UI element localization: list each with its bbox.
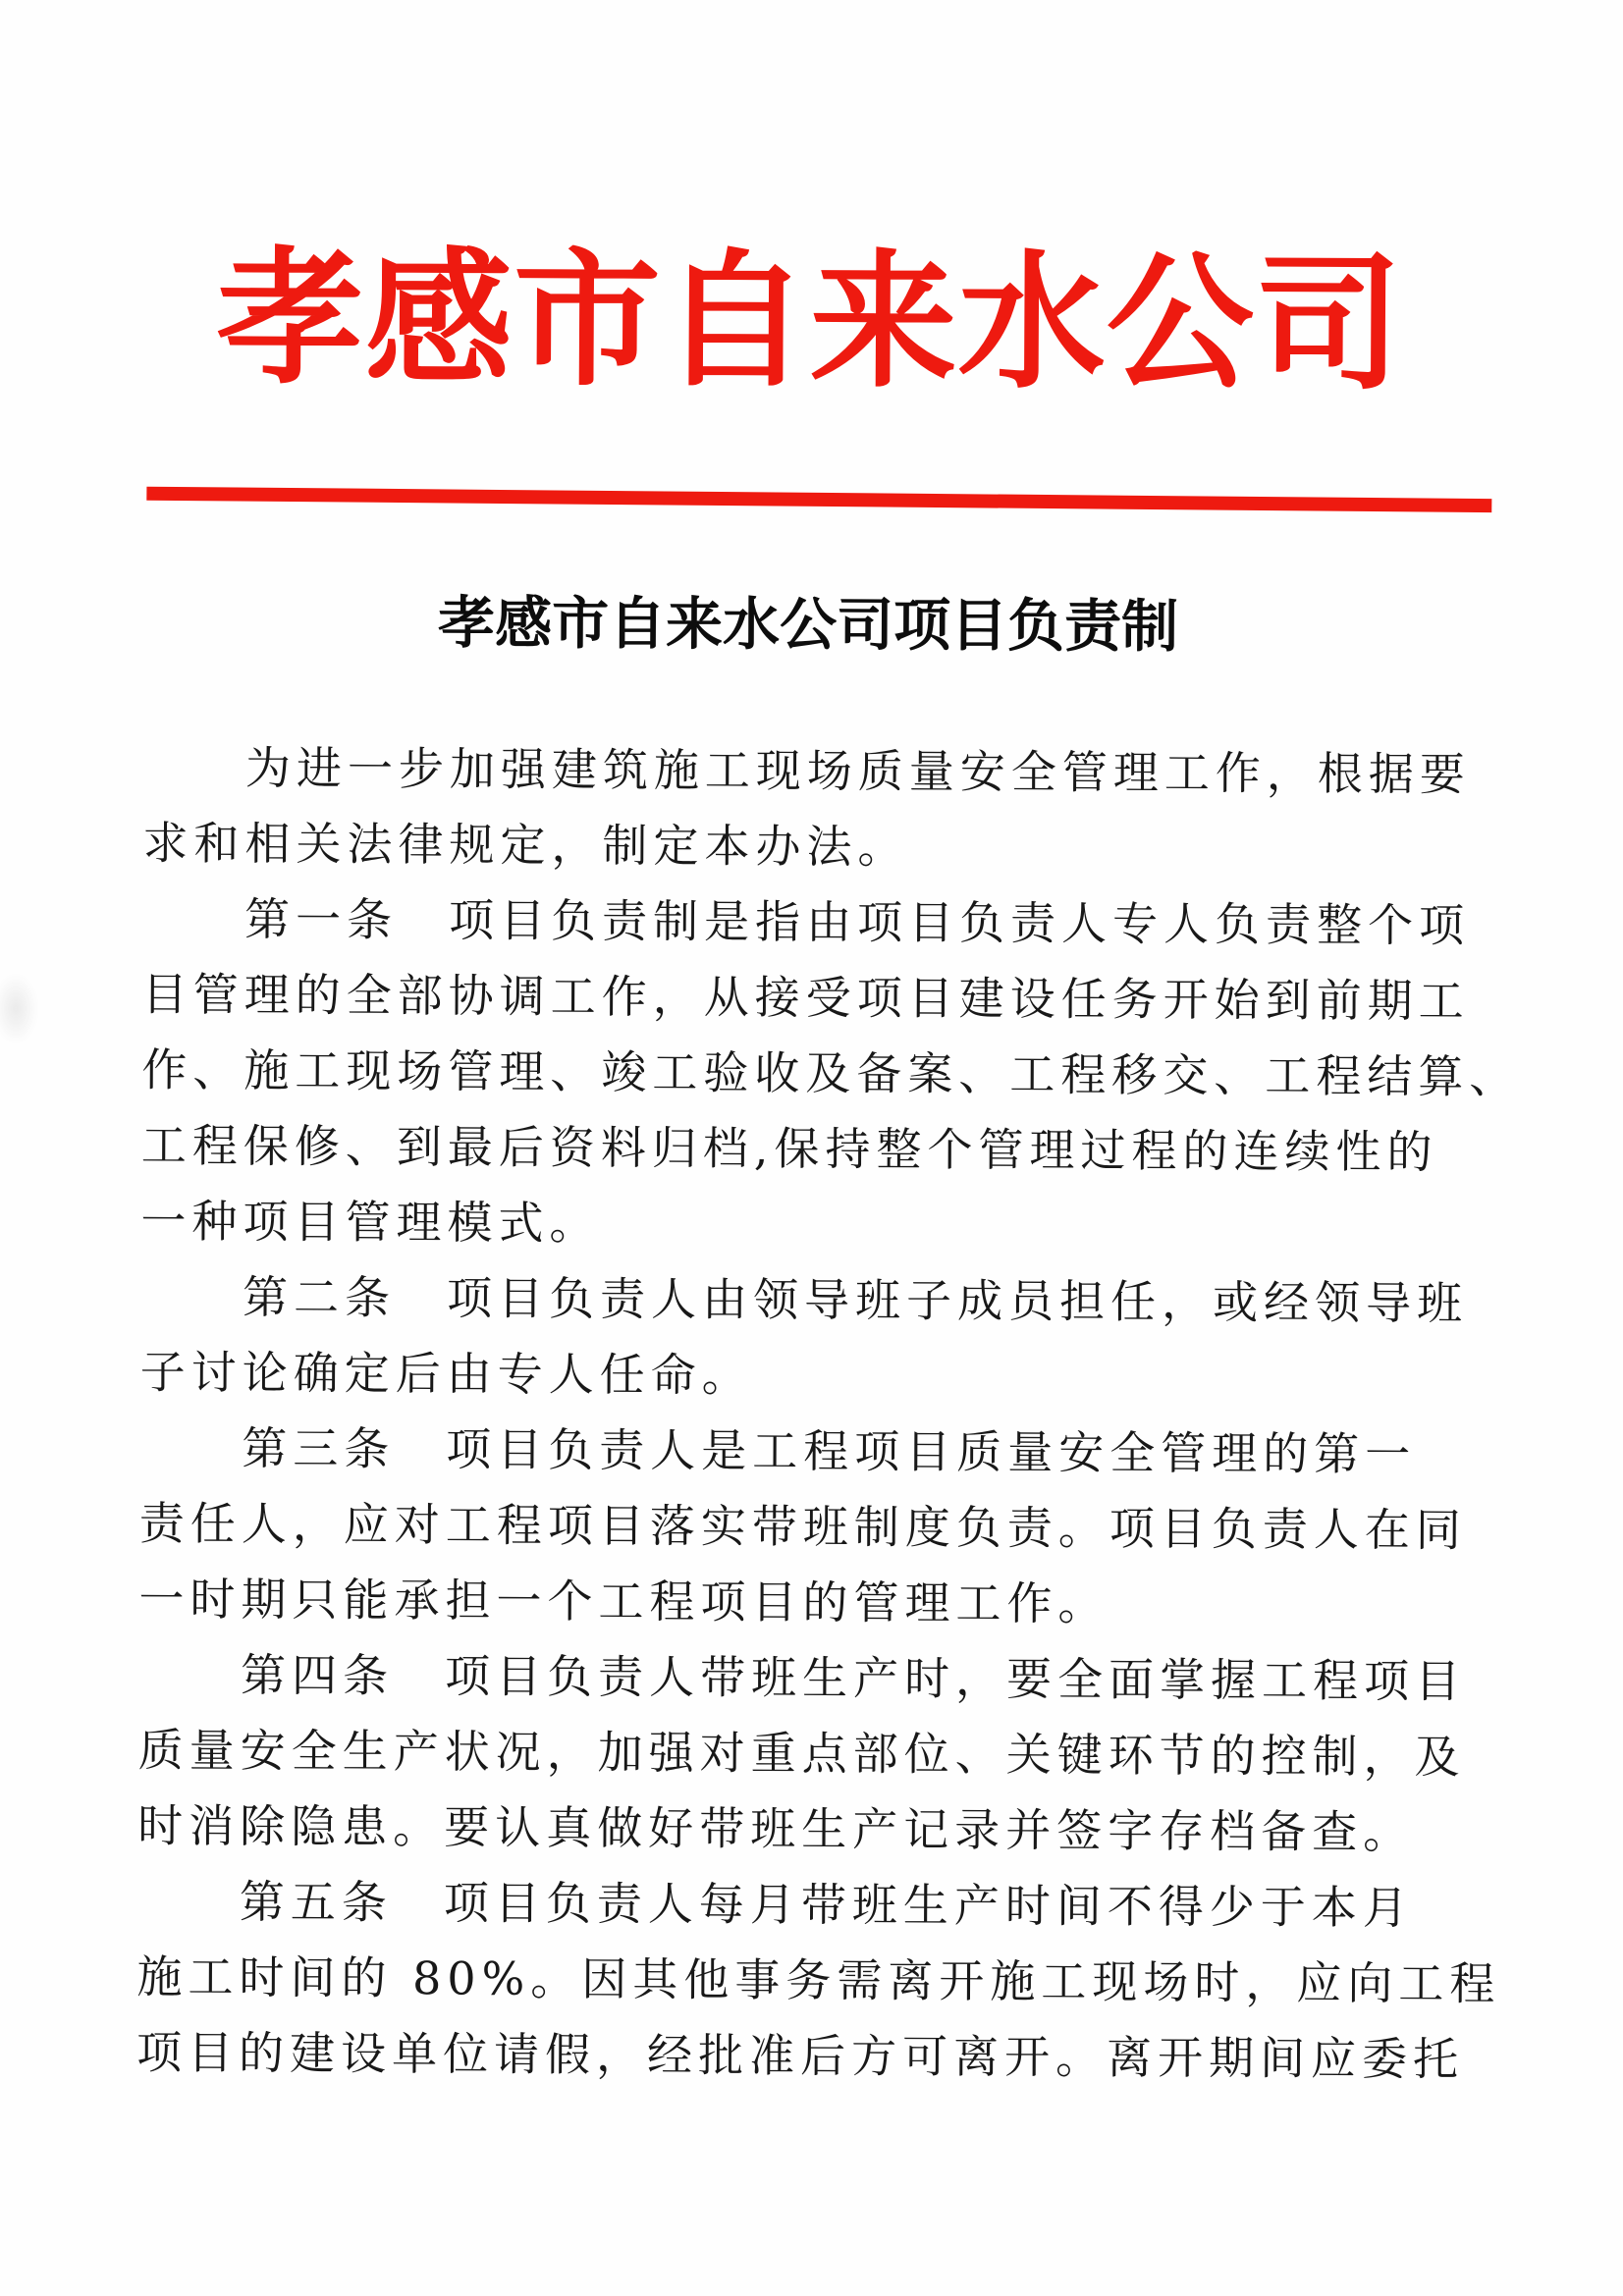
body-text-line: 第四条 项目负责人带班生产时，要全面掌握工程项目 [137,1647,1467,1708]
body-text-line: 一时期只能承担一个工程项目的管理工作。 [138,1572,1109,1630]
body-text-line: 作、施工现场管理、竣工验收及备案、工程移交、工程结算、 [141,1042,1521,1104]
body-text-line: 求和相关法律规定，制定本办法。 [142,816,909,874]
scan-smudge-artifact [0,962,45,1055]
body-text-line: 项目的建设单位请假，经批准后方可离开。离开期间应委托 [135,2025,1465,2086]
body-text-line: 第五条 项目负责人每月带班生产时间不得少于本月 [136,1874,1414,1935]
body-text-line: 第一条 项目负责制是指由项目负责人专人负责整个项 [141,891,1471,952]
body-text-line: 一种项目管理模式。 [140,1194,601,1251]
body-text-line: 质量安全生产状况，加强对重点部位、关键环节的控制，及 [137,1723,1466,1784]
body-text-line: 时消除隐患。要认真做好带班生产记录并签字存档备查。 [137,1798,1415,1859]
body-text-line: 施工时间的 80%。因其他事务需离开施工现场时，应向工程 [136,1949,1501,2010]
body-text-line: 工程保修、到最后资料归档,保持整个管理过程的连续性的 [140,1118,1438,1179]
letterhead-company-title: 孝感市自来水公司 [216,232,1404,411]
document-title: 孝感市自来水公司项目负责制 [437,589,1179,661]
document-body [136,730,1538,2098]
body-text-line: 为进一步加强建筑施工现场质量安全管理工作，根据要 [142,740,1472,801]
body-text-line: 责任人，应对工程项目落实带班制度负责。项目负责人在同 [138,1496,1467,1557]
body-text-line: 子讨论确定后由专人任命。 [139,1345,753,1402]
letterhead-divider-line [146,487,1491,512]
body-text-line: 第二条 项目负责人由领导班子成员担任，或经领导班 [139,1269,1469,1330]
body-text-line: 目管理的全部协调工作，从接受项目建设任务开始到前期工 [141,967,1470,1028]
body-text-line: 第三条 项目负责人是工程项目质量安全管理的第一 [139,1420,1417,1481]
